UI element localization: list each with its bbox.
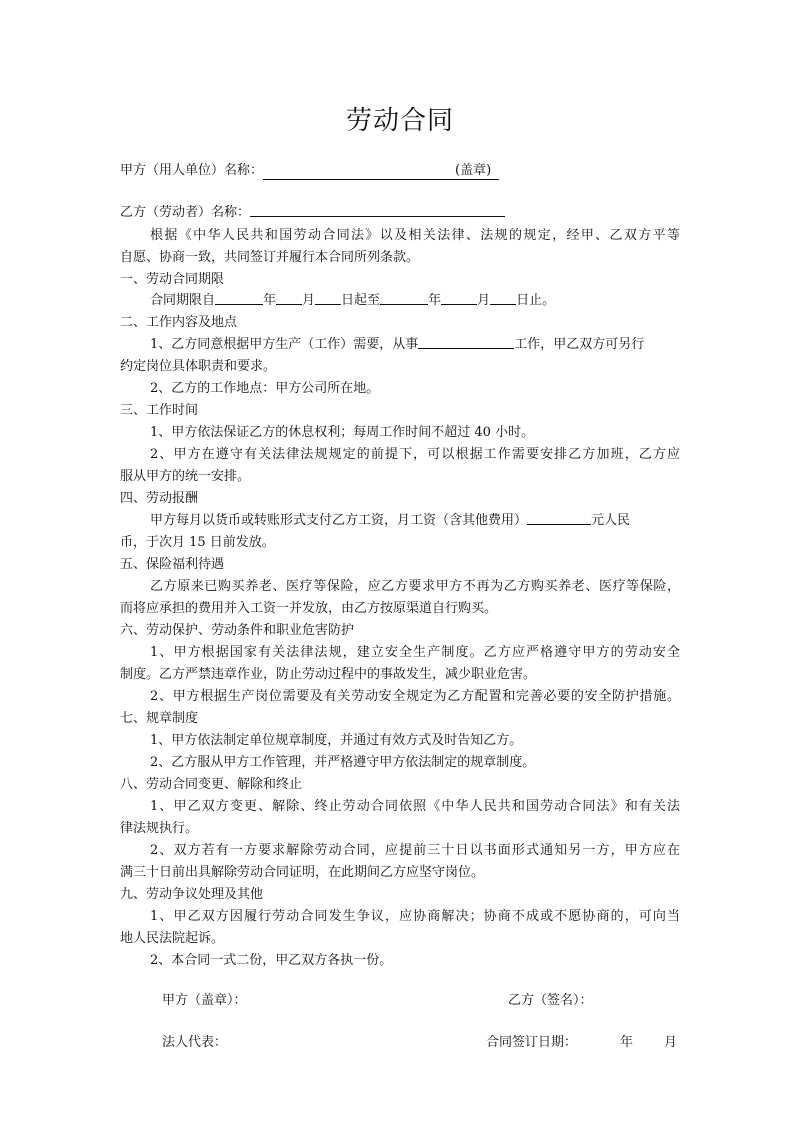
document-title: 劳动合同: [345, 106, 454, 136]
party-a-seal-label: 甲方（盖章）：: [162, 993, 247, 1008]
termination-line-3: 2、双方若有一方要求解除劳动合同，应提前三十日以书面形式通知另一方，甲方应在: [150, 843, 680, 858]
seal-note: (盖章): [455, 163, 492, 178]
party-a-line: [120, 160, 680, 182]
dispute-line-1: 1、甲乙双方因履行劳动合同发生争议，应协商解决；协商不成或不愿协商的，可向当: [150, 909, 680, 924]
termination-line-1: 1、甲乙双方变更、解除、终止劳动合同依照《中华人民共和国劳动合同法》和有关法: [150, 799, 680, 814]
term-end-label: 日起至: [341, 293, 381, 308]
section-8-heading: 八、劳动合同变更、解除和终止: [120, 777, 303, 792]
section-3-heading: 三、工作时间: [120, 403, 199, 418]
work-content-line-1: [150, 334, 680, 356]
dispute-line-2: 地人民法院起诉。: [120, 931, 225, 946]
start-month-unit: 月: [302, 293, 316, 308]
section-5-heading: 五、保险福利待遇: [120, 557, 225, 572]
preamble-line-1: 根据《中华人民共和国劳动合同法》以及相关法律、法规的规定，经甲、乙双方平等: [150, 228, 680, 243]
salary-line-1: [150, 510, 680, 532]
work-hours-line-1: 1、甲方依法保证乙方的休息权利；每周工作时间不超过 40 小时。: [150, 425, 535, 440]
section-2-heading: 二、工作内容及地点: [120, 315, 238, 330]
rules-line-1: 1、甲方依法制定单位规章制度，并通过有效方式及时告知乙方。: [150, 733, 523, 748]
contract-term-line: [150, 290, 680, 312]
start-day-field[interactable]: [315, 291, 341, 305]
end-year-unit: 年: [428, 293, 442, 308]
rules-line-2: 2、乙方服从甲方工作管理，并严格遵守甲方依法制定的规章制度。: [150, 755, 536, 770]
end-day-field[interactable]: [490, 291, 516, 305]
safety-line-1: 1、甲方根据国家有关法律法规，建立安全生产制度。乙方应严格遵守甲方的劳动安全: [150, 645, 680, 660]
work-content-text-2: 工作，甲乙双方可另行: [514, 337, 645, 352]
section-9-heading: 九、劳动争议处理及其他: [120, 887, 264, 902]
sign-date-year: 年: [620, 1035, 634, 1050]
end-month-unit: 月: [477, 293, 491, 308]
start-year-field[interactable]: [215, 291, 263, 305]
party-b-line: [120, 202, 680, 224]
insurance-line-1: 乙方原来已购买养老、医疗等保险，应乙方要求甲方不再为乙方购买养老、医疗等保险，: [150, 579, 680, 594]
overtime-line-2: 服从甲方的统一安排。: [120, 469, 251, 484]
salary-text: 甲方每月以货币或转账形式支付乙方工资，月工资（含其他费用）: [150, 513, 528, 528]
preamble-line-2: 自愿、协商一致，共同签订并履行本合同所列条款。: [120, 250, 420, 265]
end-month-field[interactable]: [441, 291, 477, 305]
party-a-label: 甲方（用人单位）名称：: [120, 163, 264, 178]
safety-line-3: 2、甲方根据生产岗位需要及有关劳动安全规定为乙方配置和完善必要的安全防护措施。: [150, 689, 680, 704]
start-year-unit: 年: [263, 293, 277, 308]
party-b-label: 乙方（劳动者）名称：: [120, 205, 251, 220]
overtime-line-1: 2、甲方在遵守有关法律法规规定的前提下，可以根据工作需要安排乙方加班，乙方应: [150, 447, 680, 462]
party-a-name-field[interactable]: [263, 163, 499, 180]
job-title-field[interactable]: [418, 335, 514, 349]
section-1-heading: 一、劳动合同期限: [120, 272, 225, 287]
party-b-signature-label: 乙方（签名）：: [508, 993, 593, 1008]
term-end-suffix: 日止。: [516, 293, 556, 308]
legal-rep-label: 法人代表：: [162, 1035, 228, 1050]
salary-line-2: 币，于次月 15 日前发放。: [120, 535, 275, 550]
salary-amount-field[interactable]: [527, 511, 591, 525]
sign-date-month: 月: [664, 1035, 678, 1050]
copies-line: 2、本合同一式二份，甲乙双方各执一份。: [150, 953, 393, 968]
termination-line-4: 满三十日前出具解除劳动合同证明，在此期间乙方应坚守岗位。: [120, 865, 485, 880]
termination-line-2: 律法规执行。: [120, 821, 199, 836]
safety-line-2: 制度。乙方严禁违章作业，防止劳动过程中的事故发生，减少职业危害。: [120, 667, 537, 682]
section-6-heading: 六、劳动保护、劳动条件和职业危害防护: [120, 623, 355, 638]
party-b-name-field[interactable]: [250, 203, 505, 217]
sign-date-label: 合同签订日期：: [486, 1035, 578, 1050]
section-4-heading: 四、劳动报酬: [120, 491, 199, 506]
salary-unit: 元人民: [591, 513, 631, 528]
section-7-heading: 七、规章制度: [120, 711, 199, 726]
end-year-field[interactable]: [380, 291, 428, 305]
work-content-line-2: 约定岗位具体职责和要求。: [120, 359, 277, 374]
work-location-line: 2、乙方的工作地点：甲方公司所在地。: [150, 381, 380, 396]
start-month-field[interactable]: [276, 291, 302, 305]
term-start-label: 合同期限自: [150, 293, 216, 308]
work-content-text: 1、乙方同意根据甲方生产（工作）需要，从事: [150, 337, 419, 352]
insurance-line-2: 而将应承担的费用并入工资一并发放，由乙方按原渠道自行购买。: [120, 601, 498, 616]
